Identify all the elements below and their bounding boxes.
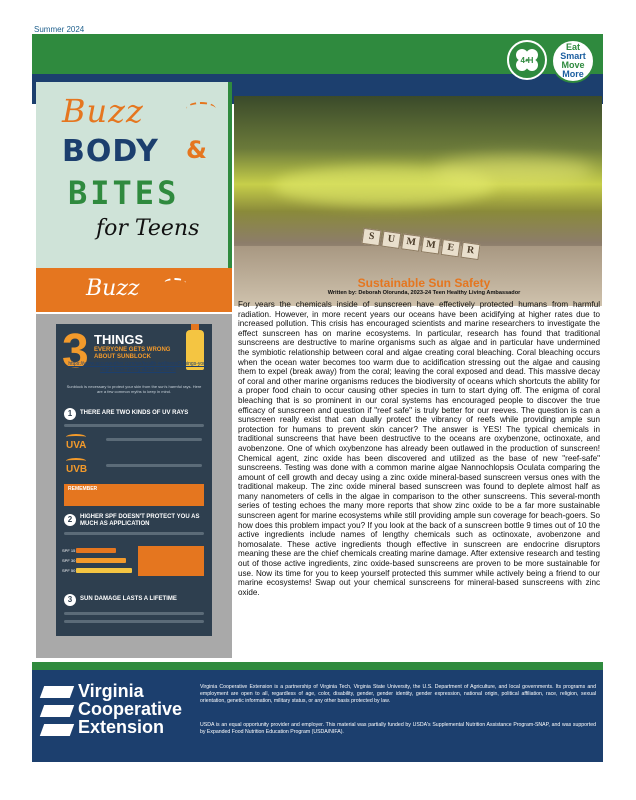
section-number-badge: 2 (64, 514, 76, 526)
remember-title: REMEMBER (68, 486, 98, 492)
section-number-badge: 1 (64, 408, 76, 420)
eat-smart-move-more-logo (551, 39, 595, 83)
hero-bokeh (434, 156, 594, 186)
bee-trail-icon (164, 278, 186, 288)
masthead-title-bites: BITES (68, 174, 180, 212)
uva-label: UVA (66, 440, 87, 451)
section-number-badge: 3 (64, 594, 76, 606)
text-line-placeholder (64, 612, 204, 615)
spf-bar-label: SPF 15 (62, 548, 76, 553)
spf-bar-label: SPF 30 (62, 558, 76, 563)
text-line-placeholder (106, 464, 202, 467)
section-label: Buzz (86, 276, 140, 301)
letter-tile: U (381, 231, 401, 249)
footer-accent (32, 662, 603, 670)
text-line-placeholder (106, 438, 202, 441)
vce-logo (40, 681, 200, 773)
vce-word: Extension (78, 717, 165, 737)
funding-statement: USDA is an equal opportunity provider and employer. This material was partially funded by USDA's Supplemental Nutrition Assistance Program-SNAP, and was supported by Expanded Food Nutrition Education Program (USDA/NIFA). (200, 722, 596, 735)
masthead-title-teens: for Teens (96, 216, 200, 241)
infographic-header (56, 324, 212, 382)
letter-tile: E (441, 239, 461, 257)
bee-trail-icon (186, 102, 216, 116)
vce-word: Virginia (78, 681, 144, 701)
spf-bar-label: SPF 50 (62, 568, 76, 573)
vce-universities: Virginia Tech • Virginia State University (42, 766, 156, 773)
infographic-title: THINGS (94, 332, 144, 347)
section-title: THERE ARE TWO KINDS OF UV RAYS (80, 410, 189, 416)
issue-season: Summer 2024 (34, 25, 85, 34)
letter-tile: S (361, 228, 381, 246)
infographic-intro: Sunblock is necessary to protect your skin from the sun's harmful rays. Here are a few common myths to keep in mind. (66, 384, 202, 394)
clover-icon (512, 45, 542, 75)
vce-wordmark (78, 682, 182, 736)
logo-4h-text: 4-H (520, 56, 534, 65)
text-line-placeholder (64, 424, 204, 427)
hero-photo (234, 96, 602, 306)
article-body: For years the chemicals inside of sunscreen have effectively protected humans from harmful radiation. However, in more recent years our oceans have been acidifying at higher rates due to increased pollution. This crisis has encouraged scientists and marine researchers to investigate the effect sunscreen has on marine ecosystems. In particular, research has found that traditional sunscreens are destructive to marine organisms such as algae and in particular have undermined the symbiotic relationship between coral and algae creating coral bleaching. Coral bleaching occurs when the ocean water becomes too warm due to acidification stressing out the algae and causing them to expel (break away) from the coral; leaving the coral exposed and dead. This massive decay of coral and other marine organisms reduces the biodiversity of oceans which shortcuts the ability for a proper food chain to occur causing other species in turn to start dying off. The enigma of coral bleaching that is so prominent in our coral systems has encouraged people to discover the true efficacy of sunscreen and question if "reef safe" is truly better for our reeves. The question is can a sunscreen really exist that can dually protect the vibrancy of reefs while providing ample sun protection for humans to prevent skin cancer? The answer is YES! The typical chemicals in traditional sunscreens that have been destructive to the oceans are oxybenzone, octinoxate, and avobenzone. One of which oxybenzone has already been outlawed in the production of sunscreen! Chemical agent, zinc oxide has been discovered and utilized as the base of new "reef-safe" sunscreens. Testing was done with a common marine algae Nannochlopsis Oculata comparing the amount of cell growth and decay using a zinc oxide mineral-based sunscreen versus ones with the traditional makeup. The zinc oxide mineral based sunscreen was found to deplete almost half as many nanometers of cells in the algae in comparison to the other sunscreens. This several-month series of testing echoes the many more reports that show zinc oxide to be a far more sustainable sunscreen agent for marine ecosystems while still providing ample sun coverage for beach-goers. So how does this problem impact you? If you look at the back of a sunscreen bottle 9 times out of 10 the active ingredients include names of lengthy chemicals such as octinoxate, avobenzone and homosalate. These active ingredients though effective in sunscreen are endocrine disruptors meaning these are the chief chemicals creating marine damage. After extensive research and testing out of those active ingredients, zinc oxide-based sunscreens are proven to be more sustainable for use. Now its time for you to keep yourself protected this summer while actively being a friend to our marine ecosystems! Swap out your chemical sunscreens for mineral-based sunscreens with zinc oxide. (238, 300, 600, 597)
letter-tile: M (401, 233, 421, 251)
esmm-word: Move (561, 60, 585, 70)
article-byline: Written by: Deborah Olorunda, 2023-24 Teen Healthy Living Ambassador (327, 290, 521, 296)
masthead-title-buzz: Buzz (62, 92, 144, 130)
uvb-label: UVB (66, 464, 88, 475)
vce-stripes-icon (42, 686, 72, 736)
article-title: Sustainable Sun Safety (357, 276, 491, 290)
clover-4h-logo-icon (507, 40, 547, 80)
letter-tile: R (460, 242, 480, 260)
newsletter-page (32, 34, 603, 773)
spf-bar (76, 568, 132, 573)
nondiscrimination-statement: Virginia Cooperative Extension is a partnership of Virginia Tech, Virginia State University, the U.S. Department of Agriculture, and local governments. Its programs and employment are open to all, regardless of age, color, disability, gender, gender identity, gender expression, national origin, political affiliation, race, religion, sexual orientation, genetic information, military status, or any other basis protected by law. (200, 684, 596, 704)
masthead-title-body: BODY (62, 134, 159, 169)
text-line-placeholder (64, 620, 204, 623)
text-line-placeholder (64, 532, 204, 535)
esmm-word: Smart (560, 51, 586, 61)
section-band (36, 268, 232, 312)
masthead-panel (36, 82, 232, 268)
remember-box (64, 484, 204, 506)
infographic-subtitle: EVERYONE GETS WRONG ABOUT SUNBLOCK (94, 347, 171, 360)
infographic-source-link[interactable]: https://www.accuweather.com/en/health-wellness/3-things-you-might-have-wrong-about-sunblock (68, 361, 208, 373)
infographic-number: 3 (62, 325, 89, 378)
spf-bar (76, 548, 116, 553)
footer (32, 662, 603, 773)
spf-callout-box (138, 546, 204, 576)
vce-word: Cooperative (78, 699, 183, 719)
section-title: HIGHER SPF DOESN'T PROTECT YOU AS MUCH AS APPLICATION (80, 514, 200, 527)
letter-tile: M (421, 236, 441, 254)
esmm-word: Eat (565, 42, 580, 52)
esmm-word: More (562, 69, 584, 79)
masthead-title-ampersand: & (186, 136, 207, 164)
section-title: SUN DAMAGE LASTS A LIFETIME (80, 596, 177, 602)
spf-bar (76, 558, 126, 563)
